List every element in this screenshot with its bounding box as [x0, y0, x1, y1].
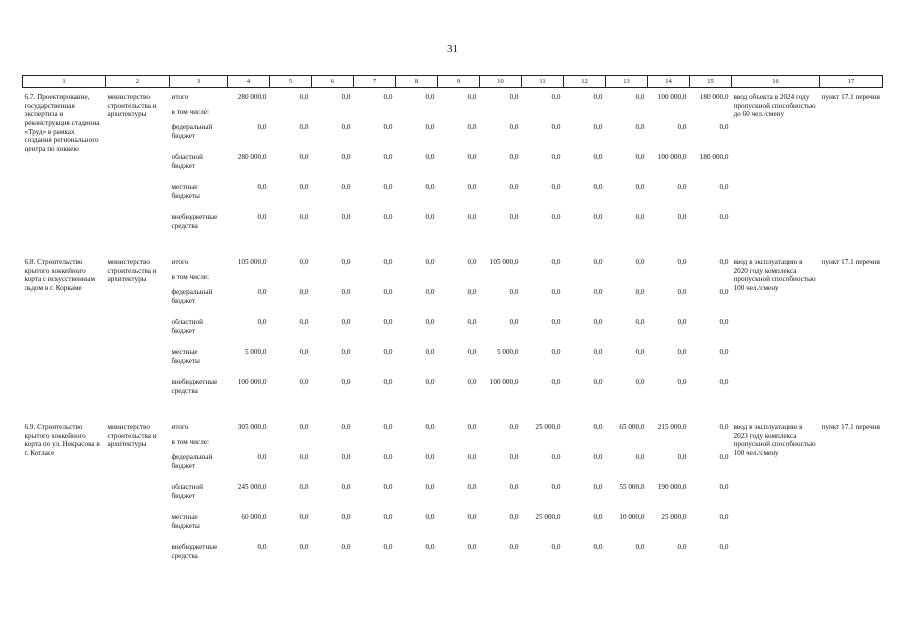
value-cell: 0,0 [257, 288, 267, 296]
value-cell: 0,0 [677, 258, 687, 266]
value-cell: 0,0 [509, 93, 519, 101]
value-cell: 5 000,0 [244, 348, 267, 356]
value-cell: 0,0 [551, 288, 561, 296]
value-cell: 0,0 [677, 348, 687, 356]
value-cell: 0,0 [635, 378, 645, 386]
value-cell: 0,0 [551, 543, 561, 551]
value-cell: 0,0 [425, 513, 435, 521]
value-cell: 0,0 [677, 183, 687, 191]
value-cell: 0,0 [509, 213, 519, 221]
value-cell: 105 000,0 [237, 258, 267, 266]
value-cell: 0,0 [257, 183, 267, 191]
value-cell: 0,0 [383, 258, 393, 266]
value-cell: 0,0 [719, 213, 729, 221]
column-header: 8 [396, 76, 438, 88]
value-cell: 105 000,0 [489, 258, 519, 266]
funding-source-label: итого [171, 258, 189, 266]
value-cell: 0,0 [299, 258, 309, 266]
value-cell: 0,0 [299, 183, 309, 191]
item-name: 6.9. Строительство крытого хоккейного корта по ул. Некрасова в г. Котласе [24, 423, 100, 457]
value-cell: 0,0 [257, 453, 267, 461]
value-cell: 0,0 [299, 123, 309, 131]
value-cell: 0,0 [719, 318, 729, 326]
value-cell: 0,0 [425, 378, 435, 386]
value-cell: 100 000,0 [657, 93, 687, 101]
value-cell: 0,0 [551, 258, 561, 266]
value-cell: 0,0 [425, 483, 435, 491]
value-cell: 0,0 [719, 423, 729, 431]
funding-source-label: внебюджетные средства [171, 543, 218, 560]
reference: пункт 17.1 перечня [821, 258, 880, 266]
value-cell: 0,0 [467, 513, 477, 521]
value-cell: 0,0 [425, 153, 435, 161]
value-cell: 0,0 [635, 453, 645, 461]
value-cell: 0,0 [425, 348, 435, 356]
column-header: 13 [606, 76, 648, 88]
reference: пункт 17.1 перечня [821, 93, 880, 101]
expected-result: ввод в эксплуатацию в 2020 году комплекса пропускной способностью 100 чел./смену [733, 258, 816, 292]
funding-source [170, 453, 228, 483]
value-cell: 0,0 [593, 153, 603, 161]
value-cell: 0,0 [551, 153, 561, 161]
value-cell: 0,0 [341, 183, 351, 191]
value-cell: 0,0 [551, 348, 561, 356]
reference: пункт 17.1 перечня [821, 423, 880, 431]
column-header: 11 [522, 76, 564, 88]
value-cell: 0,0 [635, 153, 645, 161]
value-cell: 0,0 [593, 453, 603, 461]
funding-source-label: федеральный бюджет [171, 123, 213, 140]
value-cell: 0,0 [467, 543, 477, 551]
funding-source [170, 348, 228, 378]
funding-source-label: областной бюджет [171, 153, 203, 170]
value-cell: 0,0 [719, 258, 729, 266]
table-body [23, 88, 883, 584]
value-cell: 180 000,0 [699, 153, 729, 161]
value-cell: 0,0 [593, 123, 603, 131]
funding-source [170, 123, 228, 153]
value-cell: 190 000,0 [657, 483, 687, 491]
value-cell: 180 000,0 [699, 93, 729, 101]
table-row [23, 418, 883, 453]
value-cell: 0,0 [593, 378, 603, 386]
value-cell: 0,0 [383, 213, 393, 221]
value-cell: 0,0 [593, 483, 603, 491]
value-cell: 0,0 [593, 288, 603, 296]
value-cell: 305 000,0 [237, 423, 267, 431]
value-cell: 0,0 [425, 258, 435, 266]
value-cell: 0,0 [341, 93, 351, 101]
funding-source [170, 318, 228, 348]
value-cell: 0,0 [719, 378, 729, 386]
value-cell: 0,0 [509, 153, 519, 161]
header-row [23, 76, 883, 88]
value-cell: 0,0 [383, 288, 393, 296]
value-cell: 25 000,0 [535, 513, 561, 521]
value-cell: 0,0 [467, 183, 477, 191]
value-cell: 0,0 [635, 93, 645, 101]
value-cell: 280 000,0 [237, 153, 267, 161]
funding-source [170, 253, 228, 288]
column-header: 6 [312, 76, 354, 88]
funding-source [170, 483, 228, 513]
funding-source-label: внебюджетные средства [171, 378, 218, 395]
value-cell: 0,0 [593, 543, 603, 551]
value-cell: 0,0 [551, 123, 561, 131]
value-cell: 0,0 [509, 513, 519, 521]
value-cell: 0,0 [257, 123, 267, 131]
value-cell: 0,0 [593, 213, 603, 221]
value-cell: 0,0 [719, 183, 729, 191]
value-cell: 0,0 [593, 348, 603, 356]
value-cell: 0,0 [719, 483, 729, 491]
value-cell: 0,0 [677, 378, 687, 386]
expected-result: ввод объекта в 2024 году пропускной способностью до 60 чел./смену [733, 93, 816, 119]
value-cell: 0,0 [509, 543, 519, 551]
value-cell: 0,0 [551, 378, 561, 386]
value-cell: 0,0 [593, 183, 603, 191]
value-cell: 0,0 [341, 213, 351, 221]
value-cell: 0,0 [467, 213, 477, 221]
value-cell: 0,0 [425, 93, 435, 101]
value-cell: 60 000,0 [241, 513, 267, 521]
column-header: 16 [732, 76, 820, 88]
table-row [23, 88, 883, 124]
value-cell: 0,0 [299, 213, 309, 221]
value-cell: 25 000,0 [535, 423, 561, 431]
value-cell: 0,0 [467, 93, 477, 101]
value-cell: 0,0 [635, 123, 645, 131]
funding-source-label: федеральный бюджет [171, 453, 213, 470]
column-header: 12 [564, 76, 606, 88]
value-cell: 5 000,0 [496, 348, 519, 356]
funding-source [170, 183, 228, 213]
value-cell: 0,0 [719, 513, 729, 521]
column-header: 9 [438, 76, 480, 88]
column-header: 10 [480, 76, 522, 88]
value-cell: 0,0 [467, 378, 477, 386]
funding-source-sublabel: в том числе: [171, 107, 209, 116]
value-cell: 0,0 [509, 288, 519, 296]
column-header: 17 [820, 76, 883, 88]
value-cell: 0,0 [509, 183, 519, 191]
value-cell: 0,0 [341, 288, 351, 296]
funding-source-label: итого [171, 423, 189, 431]
value-cell: 0,0 [719, 348, 729, 356]
value-cell: 0,0 [635, 213, 645, 221]
value-cell: 0,0 [509, 318, 519, 326]
value-cell: 215 000,0 [657, 423, 687, 431]
funding-source [170, 543, 228, 583]
funding-source-label: местные бюджеты [171, 513, 200, 530]
value-cell: 0,0 [719, 453, 729, 461]
value-cell: 0,0 [341, 258, 351, 266]
value-cell: 0,0 [677, 213, 687, 221]
value-cell: 0,0 [383, 93, 393, 101]
funding-source-label: внебюджетные средства [171, 213, 218, 230]
value-cell: 0,0 [299, 453, 309, 461]
value-cell: 0,0 [677, 543, 687, 551]
value-cell: 0,0 [341, 483, 351, 491]
table-header [23, 76, 883, 88]
value-cell: 65 000,0 [619, 423, 645, 431]
funding-source [170, 378, 228, 418]
value-cell: 0,0 [383, 543, 393, 551]
column-header: 1 [23, 76, 106, 88]
value-cell: 0,0 [551, 453, 561, 461]
column-header: 4 [228, 76, 270, 88]
value-cell: 0,0 [719, 543, 729, 551]
value-cell: 0,0 [383, 453, 393, 461]
value-cell: 0,0 [341, 123, 351, 131]
executor: министерство строительства и архитектуры [107, 423, 157, 449]
value-cell: 0,0 [677, 453, 687, 461]
value-cell: 0,0 [593, 318, 603, 326]
value-cell: 0,0 [257, 213, 267, 221]
budget-table [22, 75, 883, 583]
item-name: 6.7. Проектирование, государственная экспертиза и реконструкция стадиона «Труд» в рамках создания регионального центра по хоккею [24, 93, 100, 153]
funding-source [170, 153, 228, 183]
value-cell: 0,0 [509, 423, 519, 431]
executor: министерство строительства и архитектуры [107, 93, 157, 119]
value-cell: 0,0 [257, 543, 267, 551]
value-cell: 0,0 [425, 318, 435, 326]
value-cell: 280 000,0 [237, 93, 267, 101]
value-cell: 0,0 [341, 348, 351, 356]
value-cell: 0,0 [593, 258, 603, 266]
value-cell: 0,0 [341, 153, 351, 161]
item-name: 6.8. Строительство крытого хоккейного корта с искусственным льдом в г. Коркаме [24, 258, 96, 292]
funding-source [170, 288, 228, 318]
value-cell: 0,0 [299, 543, 309, 551]
value-cell: 0,0 [299, 348, 309, 356]
value-cell: 0,0 [467, 348, 477, 356]
funding-source [170, 513, 228, 543]
funding-source-label: местные бюджеты [171, 348, 200, 365]
value-cell: 0,0 [425, 543, 435, 551]
value-cell: 10 000,0 [619, 513, 645, 521]
column-header: 2 [106, 76, 170, 88]
value-cell: 0,0 [467, 153, 477, 161]
value-cell: 100 000,0 [237, 378, 267, 386]
value-cell: 0,0 [593, 423, 603, 431]
value-cell: 0,0 [467, 288, 477, 296]
value-cell: 0,0 [635, 543, 645, 551]
value-cell: 0,0 [467, 123, 477, 131]
value-cell: 0,0 [299, 318, 309, 326]
value-cell: 0,0 [341, 318, 351, 326]
value-cell: 0,0 [425, 123, 435, 131]
value-cell: 0,0 [383, 378, 393, 386]
funding-source-sublabel: в том числе: [171, 437, 209, 446]
column-header: 3 [170, 76, 228, 88]
value-cell: 0,0 [341, 513, 351, 521]
value-cell: 0,0 [383, 153, 393, 161]
value-cell: 0,0 [509, 483, 519, 491]
value-cell: 0,0 [551, 93, 561, 101]
value-cell: 0,0 [677, 123, 687, 131]
value-cell: 0,0 [383, 513, 393, 521]
funding-source-sublabel: в том числе: [171, 272, 209, 281]
value-cell: 0,0 [635, 348, 645, 356]
column-header: 7 [354, 76, 396, 88]
value-cell: 0,0 [299, 483, 309, 491]
value-cell: 0,0 [467, 318, 477, 326]
value-cell: 0,0 [425, 423, 435, 431]
value-cell: 0,0 [425, 213, 435, 221]
value-cell: 0,0 [509, 453, 519, 461]
value-cell: 0,0 [677, 318, 687, 326]
executor: министерство строительства и архитектуры [107, 258, 157, 284]
value-cell: 0,0 [551, 183, 561, 191]
value-cell: 0,0 [425, 288, 435, 296]
value-cell: 245 000,0 [237, 483, 267, 491]
value-cell: 0,0 [383, 423, 393, 431]
funding-source [170, 213, 228, 253]
value-cell: 0,0 [509, 123, 519, 131]
value-cell: 0,0 [635, 318, 645, 326]
value-cell: 0,0 [341, 453, 351, 461]
value-cell: 0,0 [299, 153, 309, 161]
value-cell: 0,0 [299, 423, 309, 431]
value-cell: 0,0 [425, 453, 435, 461]
value-cell: 0,0 [341, 378, 351, 386]
value-cell: 0,0 [341, 423, 351, 431]
funding-source-label: областной бюджет [171, 318, 203, 335]
funding-source-label: областной бюджет [171, 483, 203, 500]
value-cell: 0,0 [551, 213, 561, 221]
value-cell: 0,0 [467, 258, 477, 266]
value-cell: 0,0 [341, 543, 351, 551]
value-cell: 0,0 [677, 288, 687, 296]
value-cell: 0,0 [551, 318, 561, 326]
funding-source [170, 88, 228, 124]
value-cell: 0,0 [635, 258, 645, 266]
column-header: 14 [648, 76, 690, 88]
value-cell: 0,0 [383, 483, 393, 491]
value-cell: 25 000,0 [661, 513, 687, 521]
column-header: 15 [690, 76, 732, 88]
value-cell: 100 000,0 [489, 378, 519, 386]
value-cell: 0,0 [593, 513, 603, 521]
value-cell: 0,0 [425, 183, 435, 191]
page-number: 31 [447, 43, 458, 55]
value-cell: 0,0 [635, 288, 645, 296]
value-cell: 0,0 [383, 318, 393, 326]
funding-source-label: итого [171, 93, 189, 101]
funding-source-label: федеральный бюджет [171, 288, 213, 305]
column-header: 5 [270, 76, 312, 88]
value-cell: 0,0 [551, 483, 561, 491]
funding-source [170, 418, 228, 453]
value-cell: 0,0 [635, 183, 645, 191]
value-cell: 0,0 [467, 423, 477, 431]
value-cell: 55 000,0 [619, 483, 645, 491]
table-row [23, 253, 883, 288]
value-cell: 0,0 [467, 483, 477, 491]
value-cell: 0,0 [299, 288, 309, 296]
value-cell: 0,0 [383, 123, 393, 131]
value-cell: 100 000,0 [657, 153, 687, 161]
value-cell: 0,0 [383, 348, 393, 356]
value-cell: 0,0 [299, 513, 309, 521]
funding-source-label: местные бюджеты [171, 183, 200, 200]
value-cell: 0,0 [719, 288, 729, 296]
value-cell: 0,0 [467, 453, 477, 461]
value-cell: 0,0 [719, 123, 729, 131]
expected-result: ввод в эксплуатацию в 2023 году комплекса пропускной способностью 100 чел./смену [733, 423, 816, 457]
value-cell: 0,0 [593, 93, 603, 101]
value-cell: 0,0 [257, 318, 267, 326]
value-cell: 0,0 [299, 93, 309, 101]
value-cell: 0,0 [383, 183, 393, 191]
value-cell: 0,0 [299, 378, 309, 386]
